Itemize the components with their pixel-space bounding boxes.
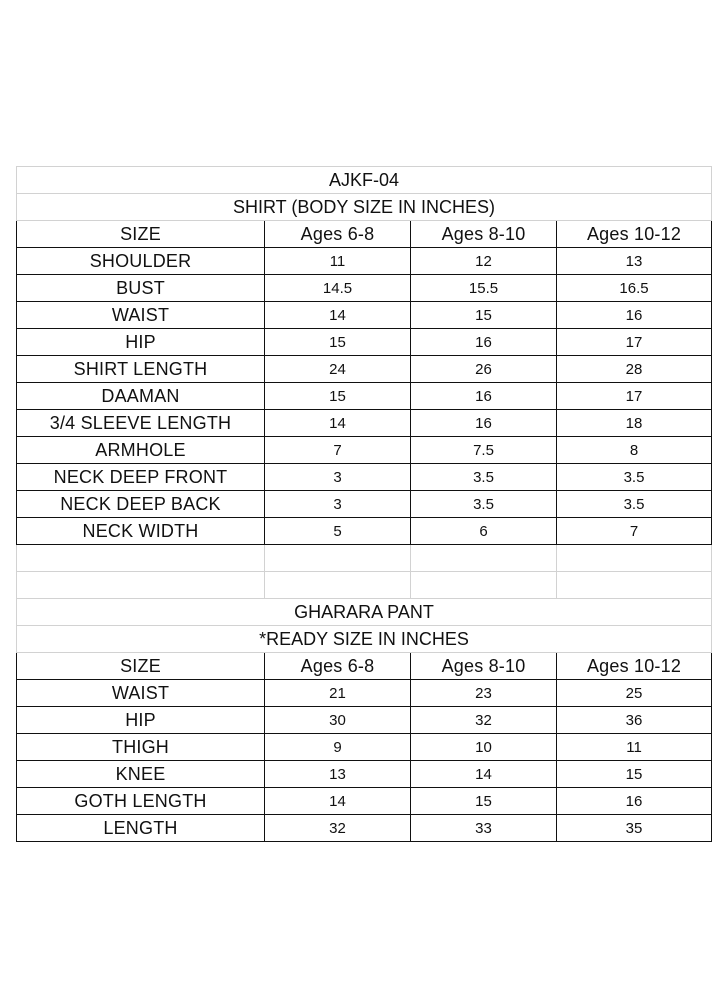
spacer-row <box>17 572 712 599</box>
shirt-measurement-value: 15.5 <box>411 275 557 302</box>
shirt-measurement-value: 3.5 <box>557 491 712 518</box>
shirt-measurement-value: 17 <box>557 329 712 356</box>
pant-measurement-label: LENGTH <box>17 815 265 842</box>
spacer-cell <box>265 572 411 599</box>
pant-measurement-value: 14 <box>265 788 411 815</box>
pant-measurement-label: KNEE <box>17 761 265 788</box>
shirt-table-row <box>17 518 712 545</box>
shirt-table-row <box>17 248 712 275</box>
pant-measurement-value: 21 <box>265 680 411 707</box>
pant-measurement-label: WAIST <box>17 680 265 707</box>
pant-measurement-value: 15 <box>557 761 712 788</box>
shirt-measurement-value: 14 <box>265 410 411 437</box>
shirt-measurement-value: 11 <box>265 248 411 275</box>
shirt-measurement-value: 3 <box>265 464 411 491</box>
shirt-measurement-label: HIP <box>17 329 265 356</box>
pant-measurement-value: 30 <box>265 707 411 734</box>
shirt-measurement-value: 18 <box>557 410 712 437</box>
shirt-measurement-value: 15 <box>265 383 411 410</box>
shirt-measurement-value: 3.5 <box>411 464 557 491</box>
pant-measurement-label: GOTH LENGTH <box>17 788 265 815</box>
spacer-cell <box>17 572 265 599</box>
shirt-measurement-value: 16 <box>411 329 557 356</box>
shirt-measurement-value: 5 <box>265 518 411 545</box>
pant-measurement-value: 14 <box>411 761 557 788</box>
shirt-measurement-value: 6 <box>411 518 557 545</box>
shirt-measurement-value: 7 <box>557 518 712 545</box>
shirt-table-row <box>17 464 712 491</box>
pant-measurement-value: 15 <box>411 788 557 815</box>
shirt-measurement-label: WAIST <box>17 302 265 329</box>
pant-table-row <box>17 788 712 815</box>
spacer-cell <box>411 545 557 572</box>
shirt-table-row <box>17 356 712 383</box>
pant-header-cell: SIZE <box>17 653 265 680</box>
spacer-cell <box>265 545 411 572</box>
shirt-measurement-value: 24 <box>265 356 411 383</box>
shirt-table-row <box>17 410 712 437</box>
shirt-header-cell: Ages 6-8 <box>265 221 411 248</box>
pant-measurement-label: THIGH <box>17 734 265 761</box>
shirt-measurement-label: 3/4 SLEEVE LENGTH <box>17 410 265 437</box>
pant-measurement-value: 33 <box>411 815 557 842</box>
pant-measurement-value: 9 <box>265 734 411 761</box>
shirt-title-row <box>17 194 712 221</box>
shirt-measurement-value: 12 <box>411 248 557 275</box>
spacer-cell <box>557 572 712 599</box>
size-chart-table <box>16 166 712 842</box>
pant-header-cell: Ages 10-12 <box>557 653 712 680</box>
pant-table-row <box>17 707 712 734</box>
shirt-measurement-label: NECK DEEP FRONT <box>17 464 265 491</box>
shirt-measurement-label: NECK DEEP BACK <box>17 491 265 518</box>
size-chart-body <box>17 167 712 842</box>
shirt-header-cell: SIZE <box>17 221 265 248</box>
shirt-measurement-label: ARMHOLE <box>17 437 265 464</box>
shirt-measurement-value: 3.5 <box>411 491 557 518</box>
pant-header-cell: Ages 8-10 <box>411 653 557 680</box>
pant-table-row <box>17 734 712 761</box>
shirt-measurement-label: SHOULDER <box>17 248 265 275</box>
shirt-table-row <box>17 491 712 518</box>
product-code-row <box>17 167 712 194</box>
pant-table-subtitle: *READY SIZE IN INCHES <box>17 626 712 653</box>
shirt-measurement-value: 16 <box>411 410 557 437</box>
pant-measurement-value: 16 <box>557 788 712 815</box>
shirt-measurement-value: 15 <box>265 329 411 356</box>
pant-measurement-label: HIP <box>17 707 265 734</box>
shirt-measurement-value: 17 <box>557 383 712 410</box>
pant-header-cell: Ages 6-8 <box>265 653 411 680</box>
pant-measurement-value: 36 <box>557 707 712 734</box>
shirt-table-row <box>17 275 712 302</box>
shirt-measurement-label: BUST <box>17 275 265 302</box>
shirt-measurement-value: 13 <box>557 248 712 275</box>
pant-measurement-value: 11 <box>557 734 712 761</box>
shirt-measurement-value: 14 <box>265 302 411 329</box>
shirt-measurement-value: 16 <box>411 383 557 410</box>
spacer-cell <box>17 545 265 572</box>
shirt-measurement-value: 16.5 <box>557 275 712 302</box>
product-code: AJKF-04 <box>17 167 712 194</box>
pant-table-title: GHARARA PANT <box>17 599 712 626</box>
spacer-row <box>17 545 712 572</box>
spacer-cell <box>557 545 712 572</box>
pant-measurement-value: 25 <box>557 680 712 707</box>
shirt-table-title: SHIRT (BODY SIZE IN INCHES) <box>17 194 712 221</box>
pant-table-row <box>17 815 712 842</box>
pant-table-title-row <box>17 599 712 626</box>
shirt-measurement-label: NECK WIDTH <box>17 518 265 545</box>
shirt-measurement-value: 14.5 <box>265 275 411 302</box>
shirt-table-row <box>17 437 712 464</box>
shirt-measurement-value: 8 <box>557 437 712 464</box>
shirt-table-row <box>17 329 712 356</box>
shirt-measurement-value: 7 <box>265 437 411 464</box>
shirt-measurement-value: 7.5 <box>411 437 557 464</box>
pant-table-row <box>17 680 712 707</box>
shirt-header-cell: Ages 10-12 <box>557 221 712 248</box>
shirt-header-row <box>17 221 712 248</box>
spacer-cell <box>411 572 557 599</box>
shirt-header-cell: Ages 8-10 <box>411 221 557 248</box>
shirt-measurement-label: DAAMAN <box>17 383 265 410</box>
pant-header-row <box>17 653 712 680</box>
pant-measurement-value: 32 <box>265 815 411 842</box>
pant-measurement-value: 13 <box>265 761 411 788</box>
pant-table-subtitle-row <box>17 626 712 653</box>
shirt-measurement-value: 3 <box>265 491 411 518</box>
pant-measurement-value: 23 <box>411 680 557 707</box>
shirt-measurement-value: 28 <box>557 356 712 383</box>
shirt-table-row <box>17 383 712 410</box>
shirt-measurement-value: 16 <box>557 302 712 329</box>
shirt-measurement-label: SHIRT LENGTH <box>17 356 265 383</box>
shirt-measurement-value: 26 <box>411 356 557 383</box>
shirt-table-row <box>17 302 712 329</box>
pant-measurement-value: 35 <box>557 815 712 842</box>
pant-table-row <box>17 761 712 788</box>
shirt-measurement-value: 15 <box>411 302 557 329</box>
shirt-measurement-value: 3.5 <box>557 464 712 491</box>
pant-measurement-value: 10 <box>411 734 557 761</box>
pant-measurement-value: 32 <box>411 707 557 734</box>
